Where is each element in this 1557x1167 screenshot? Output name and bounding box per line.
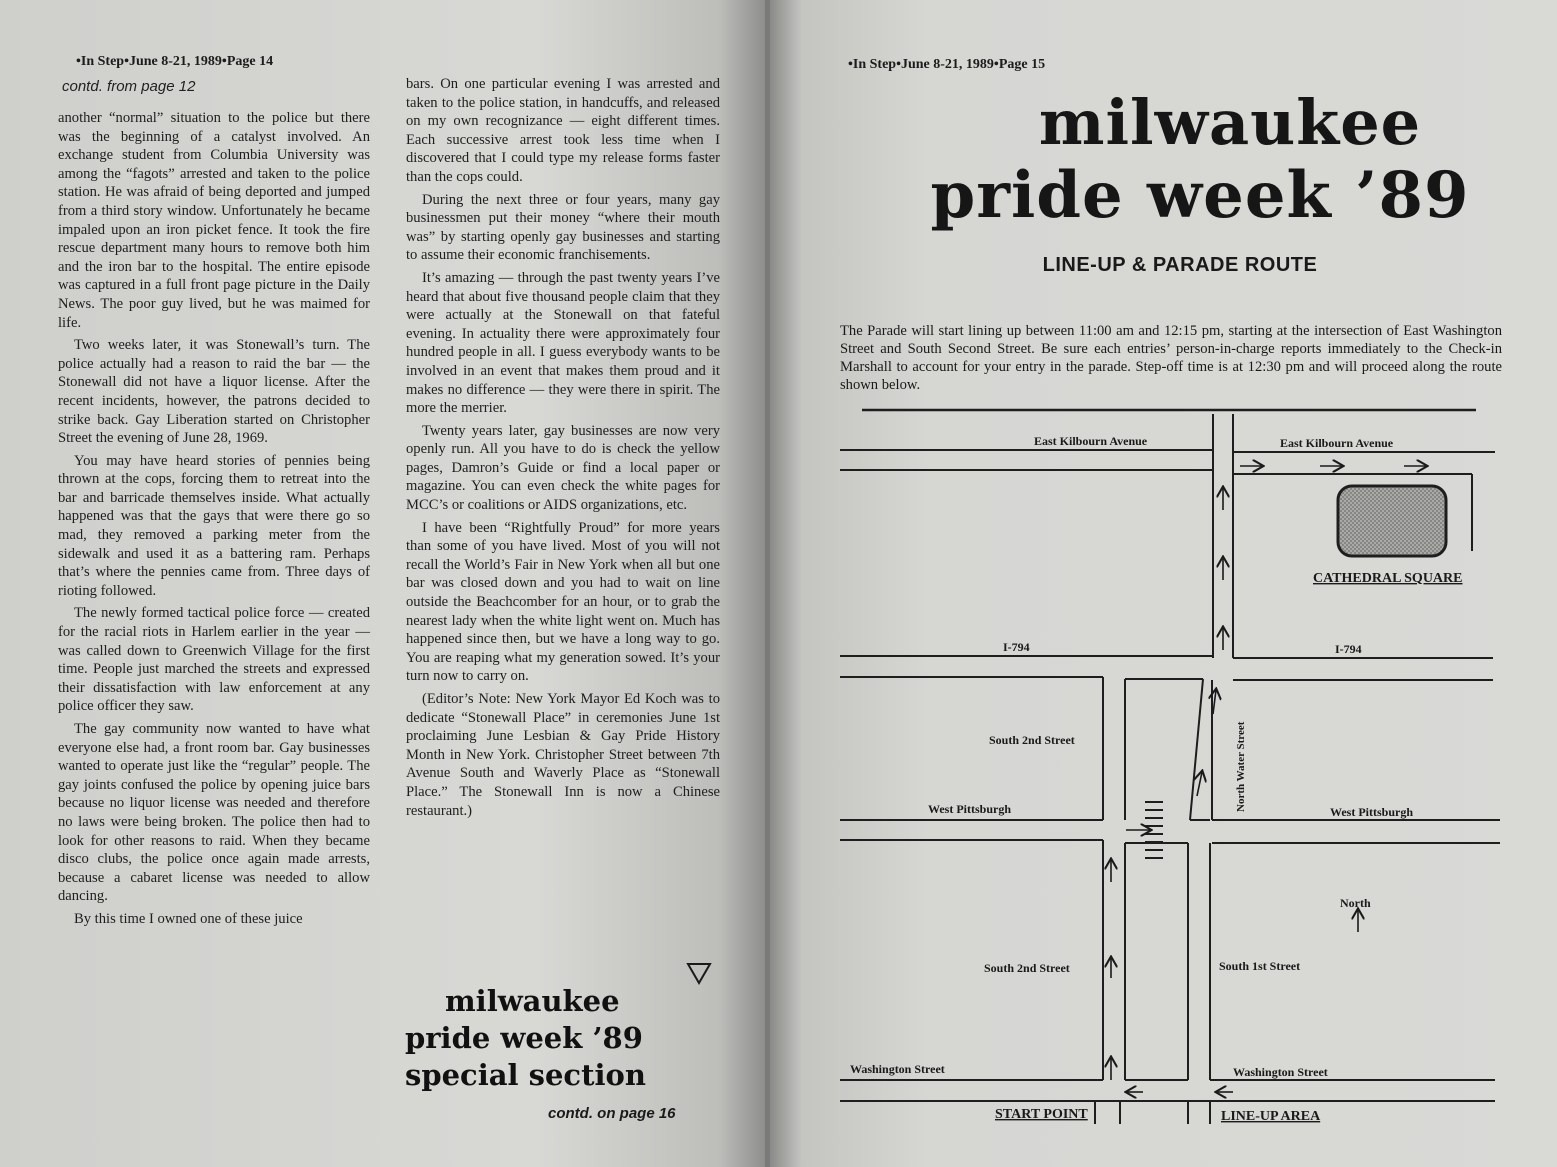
- left-page: [0, 0, 765, 1167]
- label-north: North: [1340, 896, 1371, 910]
- paragraph: The newly formed tactical police force — created for the racial riots in Harlem earlier in the year — was called down to Greenwich Village for the first time. People just marched the streets and expressed their dissatisfaction with law enforcement at any police officer they saw.: [58, 605, 370, 715]
- label-south-2nd-upper: South 2nd Street: [989, 733, 1075, 747]
- special-line-2: pride week ’89: [405, 1021, 643, 1055]
- special-line-1: milwaukee: [445, 984, 620, 1018]
- title-line-2: pride week ’89: [930, 158, 1470, 233]
- special-section-heading: [405, 983, 695, 1094]
- paragraph: bars. On one particular evening I was arrested and taken to the police station, in handcuffs, and released on my own recognizance — eight different times. Each successive arrest took less time when I discovered that I could type my release forms faster than the cops could.: [406, 76, 720, 185]
- paragraph: The gay community now wanted to have what everyone else had, a front room bar. Gay businesses wanted to operate just like the “regular” people. The gay joints confused the police by opening juice bars because no liquor license was needed and therefore no laws were being broken. The police then had to look for other reasons to raid. When they became disco clubs, the police once again made arrests, because a cabaret license was needed to allow dancing.: [58, 721, 370, 905]
- title-line-1: milwaukee: [1038, 86, 1422, 159]
- intro-paragraph: The Parade will start lining up between 11:00 am and 12:15 pm, starting at the intersection of East Washington Street and South Second Street. Be sure each entries’ person-in-charge reports immediately to the Check-in Marshall to account for your entry in the parade. Step-off time is at 12:30 pm and will proceed along the route shown below.: [840, 323, 1502, 393]
- label-north-water-street: North Water Street: [1235, 721, 1247, 812]
- label-south-1st: South 1st Street: [1219, 959, 1301, 973]
- continued-on-note: contd. on page 16: [548, 1105, 676, 1122]
- label-i794-left: I-794: [1003, 640, 1030, 654]
- label-washington-left: Washington Street: [850, 1062, 945, 1076]
- paragraph: During the next three or four years, many gay businessmen put their money “where their mouth was” by starting openly gay businesses and starting to assume their economic franchisements.: [406, 191, 720, 264]
- paragraph: Two weeks later, it was Stonewall’s turn. The police actually had a reason to raid the bar — the Stonewall did not have a liquor license. After the recent incidents, however, the patrons decided to strike back. Gay Liberation started on Christopher Street the evening of June 28, 1969.: [58, 337, 370, 447]
- page-header: •In Step•June 8-21, 1989•Page 15: [848, 57, 1046, 72]
- label-washington-right: Washington Street: [1233, 1065, 1328, 1079]
- label-west-pittsburgh-right: West Pittsburgh: [1330, 805, 1414, 819]
- continued-from-note: contd. from page 12: [62, 78, 196, 95]
- parade-route-map: [770, 0, 1557, 1167]
- paragraph: By this time I owned one of these juice: [74, 910, 303, 927]
- paragraph: You may have heard stories of pennies being thrown at the cops, forcing them to retreat into the bar and barricade themselves inside. What actually happened was that the gays that were there go so mad, they removed a parking meter from the sidewalk and used it as a battering ram. Perhaps that’s where the pennies came from. Three days of rioting followed.: [58, 452, 370, 599]
- paragraph: Twenty years later, gay businesses are now very openly run. All you have to do is check the yellow pages, Damron’s Guide or find a local paper or magazine. You can even check the white pages for MCC’s or coalitions or AIDS organizations, etc.: [406, 422, 720, 514]
- label-i794-right: I-794: [1335, 642, 1362, 656]
- paragraph: another “normal” situation to the police but there was the beginning of a catalyst involved. An exchange student from Columbia University was among the “fagots” arrested and taken to the police station. He was afraid of being deported and jumped from a third story window. Unfortunately he became impaled upon an iron picket fence. It took the fire rescue department many hours to remove both him and the iron bar to the hospital. The entire episode was captured in a full front page picture in the Daily News. The poor guy lived, but he was maimed for life.: [58, 110, 370, 331]
- article-column-2: [406, 75, 720, 824]
- label-cathedral-square: CATHEDRAL SQUARE: [1313, 571, 1463, 586]
- page-header: •In Step•June 8-21, 1989•Page 14: [76, 54, 274, 69]
- paragraph: It’s amazing — through the past twenty years I’ve heard that about five thousand people claim that they were actually at the Stonewall on that fateful evening. In actuality there were approximately four hundred people in all. I guess everybody wants to be involved in an event that makes them proud and it makes no difference — they were there in spirit. The more the merrier.: [406, 269, 720, 417]
- special-line-3: special section: [405, 1058, 646, 1092]
- label-south-2nd-lower: South 2nd Street: [984, 961, 1070, 975]
- route-arrows: [1111, 466, 1426, 1092]
- subtitle: LINE-UP & PARADE ROUTE: [1042, 254, 1318, 276]
- right-page: [770, 0, 1557, 1167]
- paragraph: (Editor’s Note: New York Mayor Ed Koch was to dedicate “Stonewall Place” in ceremonies June 1st proclaiming June Lesbian & Gay Pride History Month in New York. Christopher Street between 7th Avenue South and Waverly Place as “Stonewall Place.” The Stonewall Inn is now a Chinese restaurant.): [406, 691, 720, 819]
- label-east-kilbourn-right: East Kilbourn Avenue: [1280, 436, 1394, 450]
- label-lineup-area: LINE-UP AREA: [1221, 1109, 1321, 1124]
- label-west-pittsburgh-left: West Pittsburgh: [928, 802, 1012, 816]
- paragraph: I have been “Rightfully Proud” for more years than some of you have lived. Most of you will not recall the World’s Fair in New York when all but one bar was closed down and you had to wait on line outside the Beachcomber for an hour, or to grab the nearest lady when the white light went on. Much has happened since then, but we have a long way to go. You are reaping what my generation sowed. It’s your turn now to carry on.: [406, 519, 720, 685]
- article-column-1: [58, 109, 370, 933]
- label-east-kilbourn-left: East Kilbourn Avenue: [1034, 434, 1148, 448]
- label-start-point: START POINT: [995, 1107, 1088, 1122]
- cathedral-square-block: [1338, 486, 1446, 556]
